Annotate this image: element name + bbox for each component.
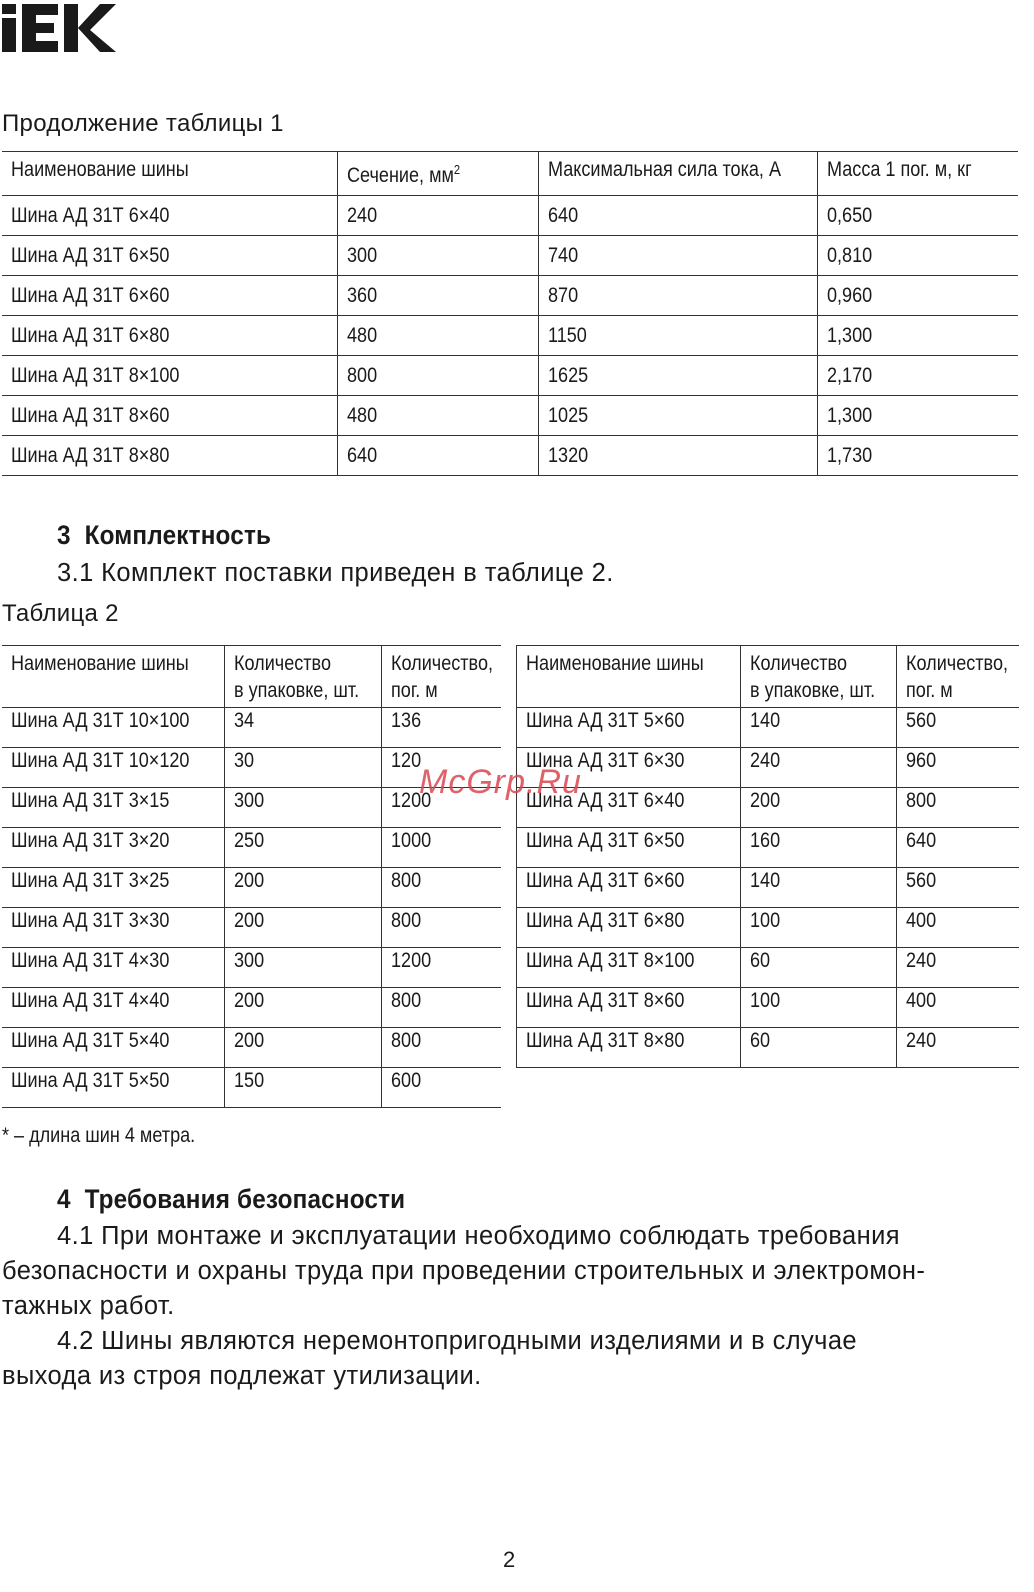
table2-left-row — [2, 1068, 501, 1108]
table1-cell: Шина АД 31Т 8×100 — [2, 356, 337, 396]
table1-cell: 0,650 — [817, 196, 1018, 236]
table2-right-cell: 240 — [741, 748, 897, 788]
table2-right-row — [517, 708, 1019, 748]
table2-right-cell: 140 — [741, 868, 897, 908]
table2-right-cell: 100 — [741, 988, 897, 1028]
table2-left-cell: Шина АД 31Т 3×30 — [2, 908, 224, 948]
table2-right-header-qty-m: Количество, пог. м — [897, 646, 1019, 708]
table2-left-cell: 200 — [224, 908, 381, 948]
table1-cell: 1025 — [538, 396, 817, 436]
table2-right-header-qty-pack: Количество в упаковке, шт. — [741, 646, 897, 708]
table1-header-current: Максимальная сила тока, А — [538, 152, 817, 196]
table2-right-header-name: Наименование шины — [517, 646, 741, 708]
table2-right-row — [517, 748, 1019, 788]
table2-right-cell: 640 — [897, 828, 1019, 868]
table2-right-cell: 960 — [897, 748, 1019, 788]
table2-right-cell: Шина АД 31Т 8×100 — [517, 948, 741, 988]
section4-p2-line1: 4.2 Шины являются неремонтопригодными изделиями и в случае — [57, 1327, 858, 1355]
table2-left-cell: Шина АД 31Т 4×40 — [2, 988, 224, 1028]
table2-left-cell: Шина АД 31Т 5×50 — [2, 1068, 224, 1108]
table1-cell: 2,170 — [817, 356, 1018, 396]
table2-left-cell: 120 — [381, 748, 501, 788]
table2-right-cell: Шина АД 31Т 6×40 — [517, 788, 741, 828]
table2-left-cell: 800 — [381, 1028, 501, 1068]
table2-right-cell: Шина АД 31Т 6×50 — [517, 828, 741, 868]
section3-heading: 3 Комплектность — [57, 520, 272, 550]
table1-cell: 480 — [337, 396, 538, 436]
table2-left-header-qty-pack: Количество в упаковке, шт. — [224, 646, 381, 708]
table2-right-cell: 560 — [897, 708, 1019, 748]
table1-cell: 870 — [538, 276, 817, 316]
table2-left — [2, 645, 501, 1108]
table1-cell: Шина АД 31Т 6×50 — [2, 236, 337, 276]
table2-right-cell: 140 — [741, 708, 897, 748]
table2-left-header-qty-m: Количество, пог. м — [381, 646, 501, 708]
table2-right-cell: Шина АД 31Т 8×60 — [517, 988, 741, 1028]
table2-left-cell: 200 — [224, 988, 381, 1028]
table2-right-cell: 100 — [741, 908, 897, 948]
table2-left-row — [2, 828, 501, 868]
table2-caption: Таблица 2 — [2, 600, 119, 627]
iek-logo — [0, 0, 120, 56]
table2-right-cell: 160 — [741, 828, 897, 868]
table2-left-cell: Шина АД 31Т 10×100 — [2, 708, 224, 748]
table1 — [2, 151, 1018, 476]
table1-cell: 480 — [337, 316, 538, 356]
table2-right-cell: 60 — [741, 948, 897, 988]
table2-left-cell: 34 — [224, 708, 381, 748]
table2-right-row — [517, 1028, 1019, 1068]
table2-left-cell: 150 — [224, 1068, 381, 1108]
table2-left-cell: Шина АД 31Т 10×120 — [2, 748, 224, 788]
table2-right-cell: 200 — [741, 788, 897, 828]
table1-cell: Шина АД 31Т 6×40 — [2, 196, 337, 236]
table2-left-row — [2, 988, 501, 1028]
table1-cell: Шина АД 31Т 8×60 — [2, 396, 337, 436]
table2-right-header-row — [517, 646, 1019, 708]
watermark: McGrp.Ru — [419, 763, 582, 801]
table1-row — [2, 356, 1018, 396]
table1-cell: 640 — [337, 436, 538, 476]
section4-p1-line1: 4.1 При монтаже и эксплуатации необходимо соблюдать требования — [57, 1222, 900, 1250]
table2-right-row — [517, 868, 1019, 908]
table2-left-cell: 800 — [381, 868, 501, 908]
table2-right-row — [517, 948, 1019, 988]
table1-row — [2, 276, 1018, 316]
table2-right-cell: 240 — [897, 948, 1019, 988]
table1-cell: 1625 — [538, 356, 817, 396]
table1-header-section: Сечение, $мм^2$ — [337, 152, 538, 196]
table2-left-cell: Шина АД 31Т 4×30 — [2, 948, 224, 988]
table2-left-header-row — [2, 646, 501, 708]
section4-p1-line3: тажных работ. — [2, 1292, 175, 1320]
table1-cell: Шина АД 31Т 8×80 — [2, 436, 337, 476]
section3-paragraph: 3.1 Комплект поставки приведен в таблице 2. — [57, 559, 614, 587]
table1-cell: 1,300 — [817, 316, 1018, 356]
table2-left-cell: 300 — [224, 788, 381, 828]
table1-body — [2, 196, 1018, 476]
table1-cell: 1,730 — [817, 436, 1018, 476]
section4-heading: 4 Требования безопасности — [57, 1184, 406, 1214]
table1-cell: 1150 — [538, 316, 817, 356]
section4-p2-line2: выхода из строя подлежат утилизации. — [2, 1362, 482, 1390]
table1-cell: 360 — [337, 276, 538, 316]
table1-cell: 0,960 — [817, 276, 1018, 316]
table2-right-row — [517, 788, 1019, 828]
table1-row — [2, 436, 1018, 476]
table2-left-cell: 1200 — [381, 948, 501, 988]
table2-footnote: * – длина шин 4 метра. — [2, 1124, 196, 1147]
table2-right-cell: Шина АД 31Т 6×30 — [517, 748, 741, 788]
table2-left-cell: Шина АД 31Т 3×20 — [2, 828, 224, 868]
table2-left-cell: 200 — [224, 1028, 381, 1068]
table2-left-cell: 1200 — [381, 788, 501, 828]
table1-caption: Продолжение таблицы 1 — [2, 110, 284, 137]
table2-left-cell: Шина АД 31Т 5×40 — [2, 1028, 224, 1068]
table2-right-cell: 60 — [741, 1028, 897, 1068]
table1-header-mass: Масса 1 пог. м, кг — [817, 152, 1018, 196]
table1-header-name: Наименование шины — [2, 152, 337, 196]
table1-row — [2, 396, 1018, 436]
table2-left-row — [2, 868, 501, 908]
table1-cell: 740 — [538, 236, 817, 276]
table2-left-cell: 300 — [224, 948, 381, 988]
table2-right-cell: Шина АД 31Т 6×80 — [517, 908, 741, 948]
table2-right-cell: Шина АД 31Т 8×80 — [517, 1028, 741, 1068]
table2-right-row — [517, 828, 1019, 868]
table2-left-cell: 136 — [381, 708, 501, 748]
section4-paragraph-1 — [2, 1219, 1022, 1394]
table2-left-row — [2, 948, 501, 988]
table2-right-row — [517, 988, 1019, 1028]
table2-right-cell: Шина АД 31Т 5×60 — [517, 708, 741, 748]
table2-right-body — [517, 708, 1019, 1068]
table2-left-cell: 800 — [381, 988, 501, 1028]
table2-right-cell: 560 — [897, 868, 1019, 908]
table2-left-cell: 250 — [224, 828, 381, 868]
table2-left-cell: 1000 — [381, 828, 501, 868]
table1-cell: 800 — [337, 356, 538, 396]
table2-left-row — [2, 1028, 501, 1068]
table2-right — [516, 645, 1019, 1068]
table2-left-cell: 800 — [381, 908, 501, 948]
table2-left-row — [2, 708, 501, 748]
table1-cell: 300 — [337, 236, 538, 276]
table2-right-cell: 800 — [897, 788, 1019, 828]
section4-p1-line2: безопасности и охраны труда при проведении строительных и электромон- — [2, 1257, 926, 1285]
table1-cell: 0,810 — [817, 236, 1018, 276]
table1-cell: 1320 — [538, 436, 817, 476]
table2-left-row — [2, 908, 501, 948]
page-number: 2 — [503, 1547, 516, 1572]
table2-left-cell: 200 — [224, 868, 381, 908]
table2-right-cell: Шина АД 31Т 6×60 — [517, 868, 741, 908]
table1-cell: Шина АД 31Т 6×80 — [2, 316, 337, 356]
table1-cell: Шина АД 31Т 6×60 — [2, 276, 337, 316]
table2-left-cell: Шина АД 31Т 3×25 — [2, 868, 224, 908]
table1-header-row — [2, 152, 1018, 196]
table2-left-header-name: Наименование шины — [2, 646, 224, 708]
table2-left-cell: 600 — [381, 1068, 501, 1108]
table2-left-cell: 30 — [224, 748, 381, 788]
table1-cell: 640 — [538, 196, 817, 236]
table1-cell: 1,300 — [817, 396, 1018, 436]
table1-cell: 240 — [337, 196, 538, 236]
table2-right-cell: 400 — [897, 988, 1019, 1028]
table1-row — [2, 196, 1018, 236]
table2-right-row — [517, 908, 1019, 948]
table2-left-cell: Шина АД 31Т 3×15 — [2, 788, 224, 828]
table1-row — [2, 236, 1018, 276]
table2-right-cell: 400 — [897, 908, 1019, 948]
table1-row — [2, 316, 1018, 356]
table2-right-cell: 240 — [897, 1028, 1019, 1068]
